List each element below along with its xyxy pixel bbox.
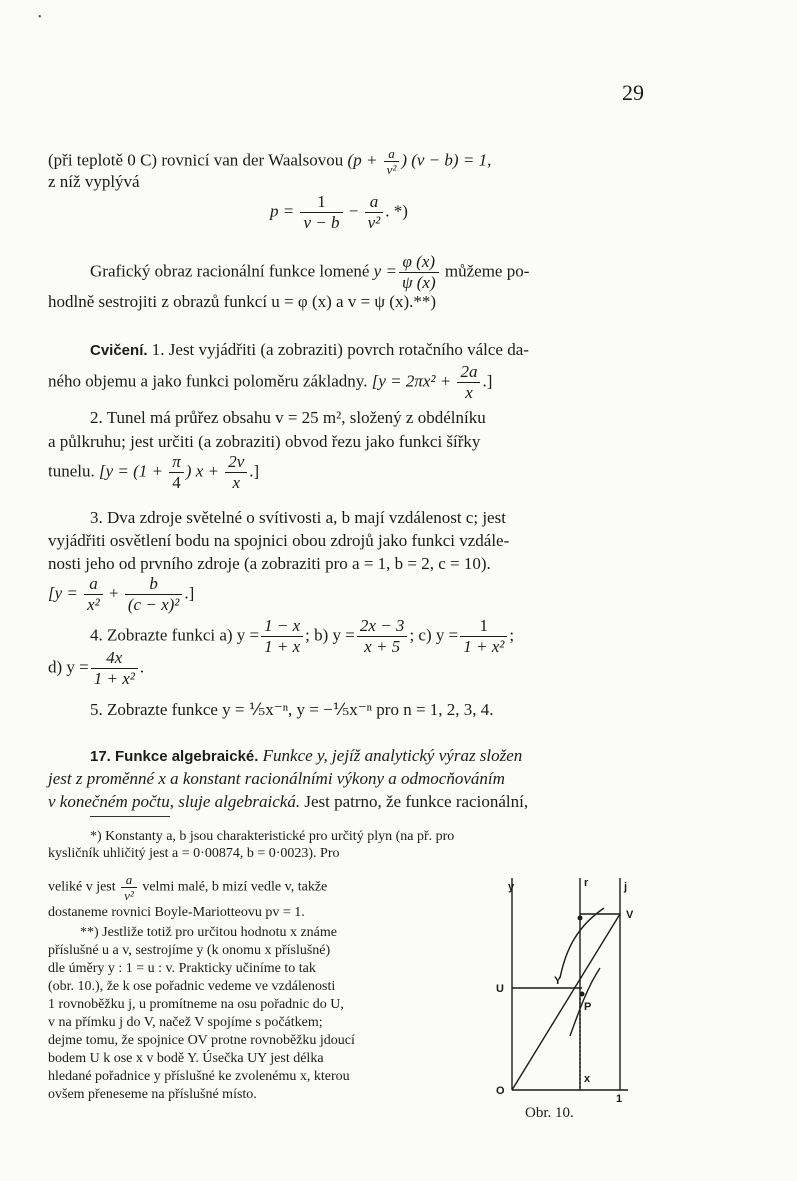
- fraction: $\frac{a}{\text{v²}}$: [121, 872, 137, 903]
- figure-caption: Obr. 10.: [525, 1105, 574, 1121]
- footnote-1-line4: dostaneme rovnici Boyle-Mariotteovu pv = 1.: [48, 905, 305, 920]
- fraction: $\frac{\varphi (x)}{\psi (x)}$: [399, 252, 439, 293]
- page-number: 29: [622, 80, 644, 105]
- formula-p: p = $\frac{1}{v - b}$ − $\frac{a}{\text{v²}}$ . *): [270, 192, 408, 232]
- footnote-2-line6: v na přímku j do V, načež V spojíme s počátkem;: [48, 1015, 323, 1030]
- label-y: y: [508, 881, 515, 893]
- footnote-1-line1: *) Konstanty a, b jsou charakteristické pro určitý plyn (na př. pro: [90, 829, 455, 844]
- fraction: $\frac{1 - x}{1 + x}$: [261, 616, 303, 657]
- line-OV: [512, 914, 620, 1090]
- footnote-2-line8: bodem U k ose x v bodě Y. Úsečka UY jest délka: [48, 1051, 324, 1066]
- fraction: $\frac{a}{\text{v²}}$: [365, 192, 384, 233]
- fraction: $\frac{b}{\text{(c − x)²}}$: [125, 574, 182, 615]
- fraction: $\frac{\pi}{4}$: [169, 452, 184, 493]
- label-j: j: [624, 881, 628, 893]
- footnote-2-line4: (obr. 10.), že k ose pořadnic vedeme ve vzdálenosti: [48, 979, 336, 994]
- fraction: $\frac{2x - 3}{x + 5}$: [357, 616, 408, 657]
- exercise-3-formula: [y = $\frac{a}{\text{x²}}$ + $\frac{b}{\text{(c − x)²}}$ .]: [48, 574, 195, 614]
- point-lower: [580, 992, 585, 997]
- page-mark: •: [38, 12, 42, 23]
- footnote-2-line7: dejme tomu, že spojnice OV protne rovnoběžku jdoucí: [48, 1033, 355, 1048]
- exercise-3-line1: 3. Dva zdroje světelné o svítivosti a, b mají vzdálenost c; jest: [90, 508, 506, 527]
- para2-line2: hodlně sestrojiti z obrazů funkcí u = φ (x) a v = ψ (x).**): [48, 292, 437, 311]
- exercise-5: 5. Zobrazte funkce y = ⅕x⁻ⁿ, y = −⅕x⁻ⁿ pro n = 1, 2, 3, 4.: [90, 700, 494, 719]
- section-17-line2: jest z proměnné x a konstant racionálními výkony a odmocňováním: [48, 769, 505, 788]
- label-r: r: [584, 877, 589, 889]
- fraction: $\frac{4x}{\text{1 + x²}}$: [91, 648, 138, 689]
- footnote-separator: [90, 816, 170, 817]
- exercise-2-line1: 2. Tunel má průřez obsahu v = 25 m², složený z obdélníku: [90, 408, 486, 427]
- label-O: O: [496, 1085, 505, 1097]
- footnote-2-line5: 1 rovnoběžku j, u promítneme na osu pořadnic do U,: [48, 997, 344, 1012]
- fraction: $\frac{a}{\text{v²}}$: [384, 146, 400, 177]
- section-17-line1: 17. Funkce algebraické. Funkce y, jejíž analytický výraz složen: [90, 746, 523, 765]
- exercise-1-line1: Cvičení. 1. Jest vyjádřiti (a zobraziti) povrch rotačního válce da-: [90, 340, 529, 359]
- para2-line1: Grafický obraz racionální funkce lomené y = $\frac{\varphi (x)}{\psi (x)}$ můžeme po-: [90, 252, 530, 292]
- exercise-3-line3: nosti jeho od prvního zdroje (a zobraziti pro a = 1, b = 2, c = 10).: [48, 554, 491, 573]
- footnote-1-line2: kysličník uhličitý jest a = 0·00874, b = 0·0023). Pro: [48, 846, 340, 861]
- label-Y: Y: [554, 975, 562, 987]
- label-P: P: [584, 1001, 592, 1013]
- footnote-2-line2: příslušné u a v, sestrojíme y (k onomu x příslušné): [48, 943, 331, 958]
- exercise-4-line1: 4. Zobrazte funkci a) y = $\frac{1 - x}{1 + x}$ ; b) y = $\frac{2x - 3}{x + 5}$ ; c) y = $\frac{1}{\text{1 + x²}}$ ;: [90, 616, 515, 656]
- exercise-2-line3: tunelu. [y = (1 + $\frac{\pi}{4}$ ) x + $\frac{2v}{x}$ .]: [48, 452, 260, 492]
- fraction: $\frac{a}{\text{x²}}$: [84, 574, 103, 615]
- label-x: x: [584, 1073, 591, 1085]
- label-U: U: [496, 983, 504, 995]
- footnote-1-line3: veliké v jest $\frac{a}{\text{v²}}$ velmi malé, b mizí vedle v, takže: [48, 872, 328, 903]
- exercise-2-line2: a půlkruhu; jest určiti (a zobraziti) obvod řezu jako funkci šířky: [48, 432, 481, 451]
- fraction: $\frac{2v}{x}$: [225, 452, 247, 493]
- footnote-2-line10: ovšem přeneseme na příslušné místo.: [48, 1087, 257, 1102]
- section-17-line3: v konečném počtu, sluje algebraická. Jest patrno, že funkce racionální,: [48, 792, 529, 811]
- para1-line1: (při teplotě 0 C) rovnicí van der Waalsovou (p + $\frac{a}{\text{v²}}$ ) (v − b) = 1,: [48, 146, 492, 177]
- exercise-4-line2: d) y = $\frac{4x}{\text{1 + x²}}$ .: [48, 648, 145, 688]
- fraction: $\frac{1}{v - b}$: [300, 192, 342, 233]
- footnote-2-line1: **) Jestliže totiž pro určitou hodnotu x známe: [80, 925, 337, 940]
- point-upper: [578, 916, 583, 921]
- exercise-3-line2: vyjádřiti osvětlení bodu na spojnici obou zdrojů jako funkci vzdále-: [48, 531, 510, 550]
- exercise-1-line2: ného objemu a jako funkci poloměru základny. [y = 2πx² + $\frac{2a}{x}$ .]: [48, 362, 493, 402]
- fraction: $\frac{2a}{x}$: [457, 362, 480, 403]
- footnote-2-line9: hledané pořadnice y příslušné ke zvolenému x, kterou: [48, 1069, 350, 1084]
- fraction: $\frac{1}{\text{1 + x²}}$: [460, 616, 507, 657]
- footnote-2-line3: dle úměry y : 1 = u : v. Prakticky učiníme to tak: [48, 961, 316, 976]
- figure-10: [488, 868, 648, 1103]
- para1-line2: z níž vyplývá: [48, 172, 140, 191]
- label-V: V: [626, 909, 634, 921]
- label-one: 1: [616, 1093, 623, 1103]
